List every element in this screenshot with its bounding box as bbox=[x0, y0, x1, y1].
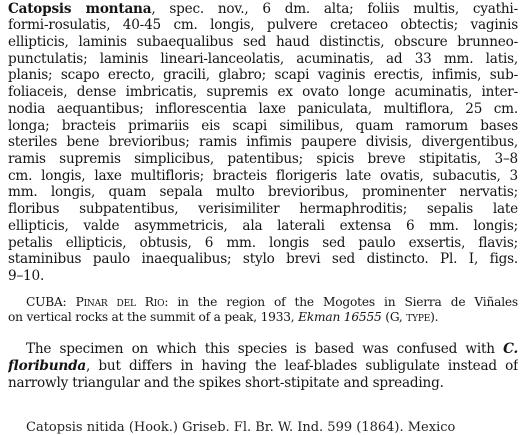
description-line: formi-rosulatis, 40-45 cm. longis, pulvere cretaceo obtectis; vaginis bbox=[8, 18, 518, 33]
description-line: foliaceis, dense imbricatis, supremis ex ovato longe acuminatis, inter- bbox=[8, 85, 518, 100]
description-line: petalis ellipticis, obtusis, 6 mm. longis sed paulo exsertis, flavis; bbox=[8, 236, 518, 251]
description-line: punctulatis; laminis lineari-lanceolatis, acuminatis, ad 33 mm. latis, bbox=[8, 52, 518, 67]
cutoff-line: Catopsis nitida (Hook.) Griseb. Fl. Br. W. Ind. 599 (1864). Mexico bbox=[26, 420, 456, 435]
description-line: ellipticis, laminis subaequalibus sed haud distinctis, obscure brunneo- bbox=[8, 35, 518, 50]
note-genus: C. bbox=[503, 342, 518, 357]
specimen-collector: Ekman 16555 bbox=[298, 310, 382, 324]
description-line: staminibus paulo inaequalibus; stylo brevi sed distincto. Pl. I, figs. bbox=[8, 252, 518, 267]
note-epithet: floribunda bbox=[8, 359, 86, 374]
description-line: 9–10. bbox=[8, 269, 45, 284]
specimen-country: CUBA: bbox=[26, 295, 67, 309]
description-line: planis; scapo erecto, gracili, glabro; scapi vaginis erectis, infimis, sub- bbox=[8, 68, 518, 83]
note-line-3: narrowly triangular and the spikes short-stipitate and spreading. bbox=[8, 376, 444, 391]
specimen-line-1: CUBA: Pinar del Rio: in the region of the Mogotes in Sierra de Viñales bbox=[26, 295, 518, 309]
description-line: steriles bene brevioribus; ramis infimis paupere divisis, divergentibus, bbox=[8, 135, 518, 150]
note-line-2: floribunda, but differs in having the leaf-blades subligulate instead of bbox=[8, 359, 518, 374]
description-line-1: Catopsis montana, spec. nov., 6 dm. alta; foliis multis, cyathi- bbox=[8, 2, 518, 17]
description-line: floribus subpatentibus, verisimiliter hermaphroditis; sepalis late bbox=[8, 202, 518, 217]
type-label: type bbox=[406, 310, 431, 324]
description-line: cm. longis, laxe multifloris; bracteis florigeris late ovatis, subacutis, 3 bbox=[8, 169, 518, 184]
note-line-1: The specimen on which this species is based was confused with C. bbox=[26, 342, 518, 357]
description-line: mm. longis, quam sepala multo brevioribus, prominenter nervatis; bbox=[8, 185, 518, 200]
specimen-province: Pinar del Rio: bbox=[75, 295, 169, 309]
specimen-line-2: on vertical rocks at the summit of a peak, 1933, Ekman 16555 (G, type). bbox=[8, 310, 439, 324]
description-line: nodia aequantibus; inflorescentia laxe paniculata, multiflora, 25 cm. bbox=[8, 102, 518, 117]
species-name: Catopsis montana bbox=[8, 2, 152, 17]
description-line: ramis supremis simplicibus, patentibus; spicis breve stipitatis, 3–8 bbox=[8, 152, 518, 167]
description-line: longa; bracteis primariis eis scapi similibus, quam ramorum bases bbox=[8, 119, 518, 134]
description-line: ellipticis, valde asymmetricis, ala laterali extensa 6 mm. longis; bbox=[8, 219, 518, 234]
